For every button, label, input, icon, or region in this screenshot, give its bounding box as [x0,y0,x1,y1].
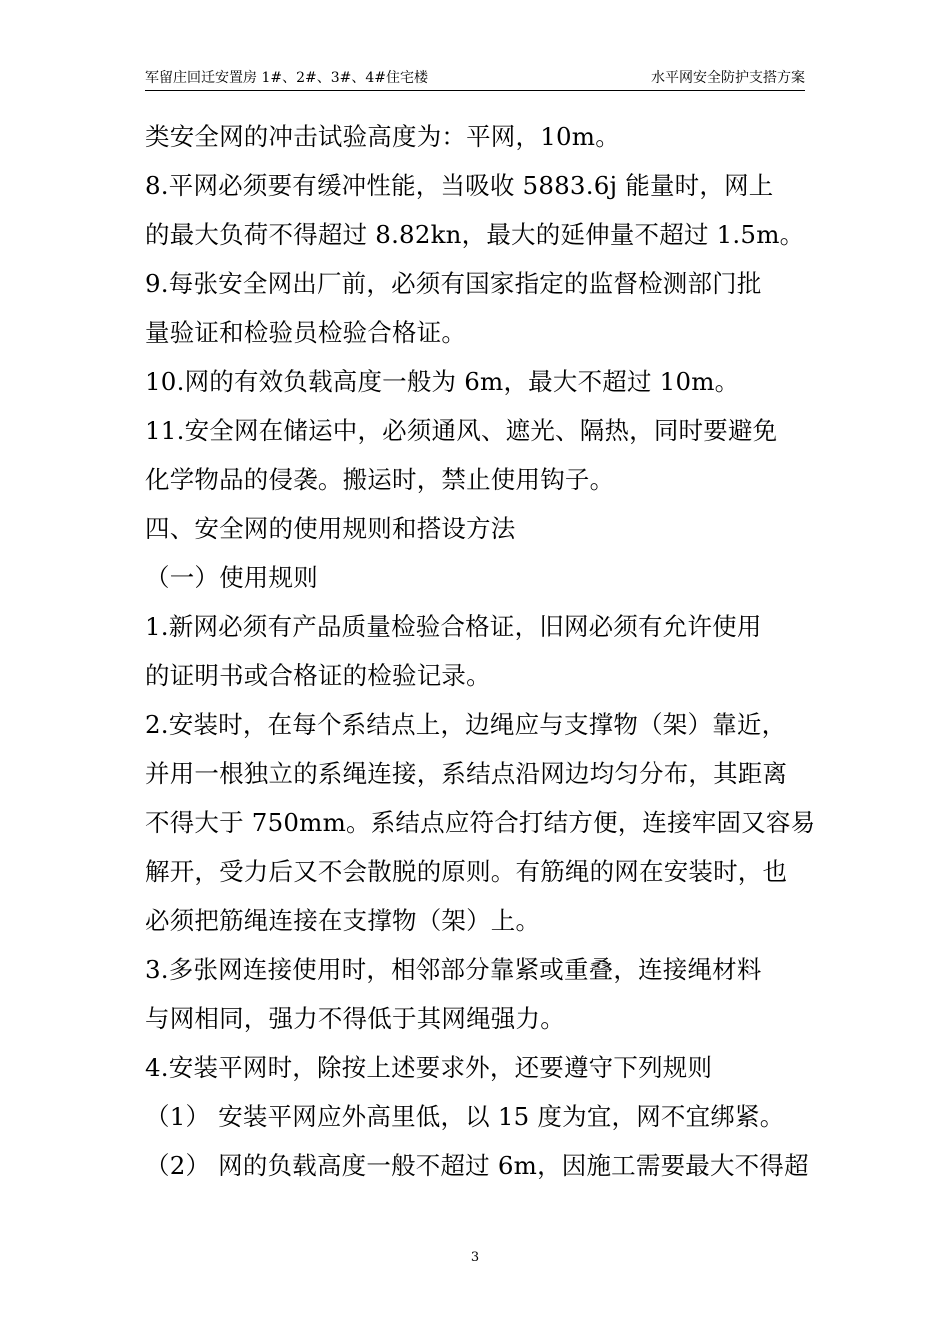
text-line: 8.平网必须要有缓冲性能，当吸收 5883.6j 能量时，网上 [145,171,774,200]
text-line: （1） 安装平网应外高里低，以 15 度为宜，网不宜绑紧。 [145,1102,785,1131]
header-document-title: 水平网安全防护支搭方案 [651,70,805,86]
text-line: 量验证和检验员检验合格证。 [145,318,467,347]
text-line: 的最大负荷不得超过 8.82kn，最大的延伸量不超过 1.5m。 [145,220,805,249]
subsection-heading: （一）使用规则 [145,563,318,592]
section-heading: 四、安全网的使用规则和搭设方法 [145,514,516,543]
text-line: 不得大于 750mm。系结点应符合打结方便，连接牢固又容易 [145,808,816,837]
text-line: 10.网的有效负载高度一般为 6m，最大不超过 10m。 [145,367,740,396]
text-line: 9.每张安全网出厂前，必须有国家指定的监督检测部门批 [145,269,762,298]
text-line: 必须把筋绳连接在支撑物（架）上。 [145,906,541,935]
text-line: 解开，受力后又不会散脱的原则。有筋绳的网在安装时，也 [145,857,788,886]
text-line: 4.安装平网时，除按上述要求外，还要遵守下列规则 [145,1053,713,1082]
text-line: 1.新网必须有产品质量检验合格证，旧网必须有允许使用 [145,612,762,641]
header-project-title: 军留庄回迁安置房 1#、2#、3#、4#住宅楼 [145,70,429,86]
text-line: 2.安装时，在每个系结点上，边绳应与支撑物（架）靠近， [145,710,787,739]
text-line: 的证明书或合格证的检验记录。 [145,661,491,690]
page-header [145,68,805,91]
text-line: 11.安全网在储运中，必须通风、遮光、隔热，同时要避免 [145,416,778,445]
text-line: （2） 网的负载高度一般不超过 6m，因施工需要最大不得超 [145,1151,809,1180]
text-line: 类安全网的冲击试验高度为：平网，10m。 [145,122,620,151]
text-line: 与网相同，强力不得低于其网绳强力。 [145,1004,565,1033]
text-line: 并用一根独立的系绳连接，系结点沿网边均匀分布，其距离 [145,759,788,788]
text-line: 化学物品的侵袭。搬运时，禁止使用钩子。 [145,465,615,494]
page-number: 3 [470,1250,480,1265]
document-body [145,112,816,1190]
text-line: 3.多张网连接使用时，相邻部分靠紧或重叠，连接绳材料 [145,955,762,984]
